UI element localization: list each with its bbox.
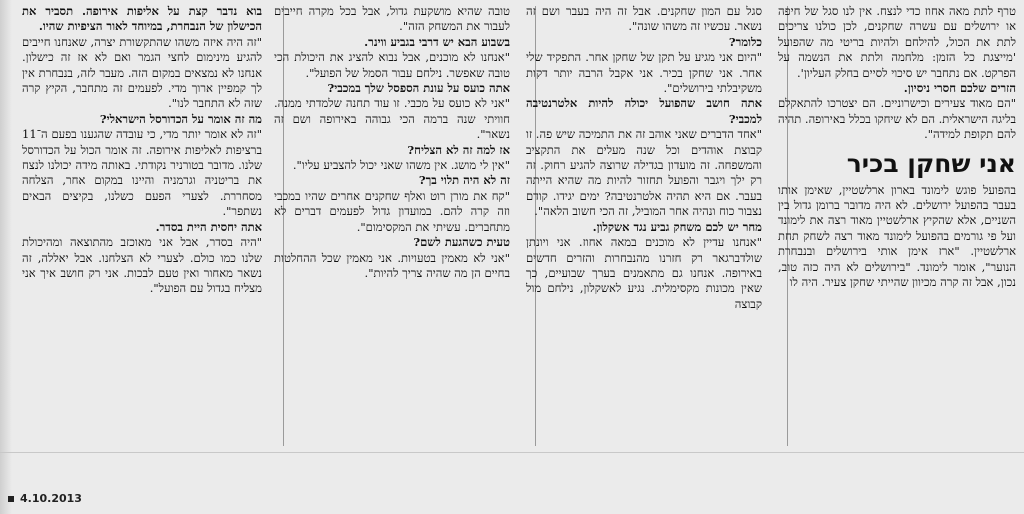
interview-question: בוא נדבר קצת על אליפות אירופה. תסביר את הכישלון של הנבחרת, במיוחד לאור הציפיות שהיו. <box>22 4 262 34</box>
bullet-square-icon <box>8 496 14 502</box>
column-1-top <box>778 4 1016 143</box>
paragraph: "קח את מורן רוט ואלף שחקנים אחרים שהיו במכבי וזה קרה להם. במועדון גדול לפעמים דברים לא מתחברים. עשיתי את המקסימום". <box>274 188 510 234</box>
interview-question: אתה יחסית היית בסדר. <box>155 219 262 234</box>
article-columns <box>12 4 1020 446</box>
interview-question: זה לא היה תלוי בך? <box>418 173 510 188</box>
paragraph: "זה היה איזה משהו שהתקשורת יצרה, שאנחנו חייבים להגיע מינימום לחצי הגמר ואם לא אז זה כישלון. אנחנו לא נמצאים במקום הזה. מעבר לזה, בנבחרת אין לך קמפיין ארוך מדי. לפעמים זה מתחבר, הקיץ קרה שזה לא התחבר לנו". <box>22 34 262 111</box>
interview-question: אתה כועס על עונת הספסל שלך במכבי? <box>327 81 510 96</box>
publication-date: 4.10.2013 <box>20 492 82 505</box>
interview-question: הזרים שלכם חסרי ניסיון. <box>903 81 1016 96</box>
footer-divider <box>0 452 1024 453</box>
paragraph: סגל עם המון שחקנים. אבל זה היה בעבר ושם זה נשאר. עכשיו זה משהו שונה". <box>526 4 762 34</box>
interview-question: טעית כשהגעת לשם? <box>413 235 510 250</box>
scan-edge <box>0 0 12 514</box>
article-column-3 <box>274 4 510 446</box>
paragraph: "אני לא כועס על מכבי. זו עוד תחנה שלמדתי ממנה. חוויתי שנה ברמה הכי גבוהה באירופה ושם זה נשאר". <box>274 96 510 142</box>
paragraph: "אנחנו עדיין לא מוכנים במאה אחוז. אני ויונתן שולדברגאר רק חזרנו מהנבחרות והזרים חדשים באירופה. אנחנו גם מתאמנים בערך שבועיים, כך שאין מכונות מקסימלית. נגיע לאשקלון, נילחם מול קבוצה <box>526 235 762 311</box>
paragraph: "היום אני מגיע על תקן של שחקן אחר. התפקיד שלי אחר. אני שחקן בכיר. אני אקבל הרבה יותר דקות משקיבלתי בירושלים". <box>526 50 762 96</box>
paragraph: "היה בסדר, אבל אני מאוכזב מהתוצאה ומהיכולת שלנו כמו כולם. לצערי לא הצלחנו. אבל יאללה, זה נשאר מאחור ואין טעם לבכות. אני רק חושב איך אני מצליח בגדול עם הפועל". <box>22 235 262 296</box>
column-1-bottom <box>778 183 1016 291</box>
paragraph: "אני לא מאמין בטעויות. אני מאמין שכל ההחלטות בחיים הן מה שהיה צריך להיות". <box>274 250 510 280</box>
paragraph: בהפועל פוגש לימונד בארון ארלשטיין, שאימן אותו בעבר בהפועל ירושלים. לא היה מדובר ברומן גדול בין השניים, אלא שהקיץ ארלשטיין מאוד רצה את לימונד ועל פי גורמים בהפועל לימונד מאוד רצה לשחק תחת ארלשטיין. "ארז אימן אותי בירושלים ובנבחרת הנוער", אומר לימונד. "בירושלים לא היה כזה טוב, נכון, אבל זה קרה מכיוון שהייתי שחקן צעיר. היה לו <box>778 182 1016 290</box>
interview-question: כלומר? <box>728 34 762 49</box>
interview-question: אתה חושב שהפועל יכולה להיות אלטרנטיבה למכבי? <box>526 96 762 126</box>
paragraph: טרף לתת מאה אחוז כדי לנצח. אין לנו סגל של חיפה או ירושלים עם עשרה שחקנים, לכן כולנו צריכים לתת את הכול, להילחם ולהיות בריטי מה שהפועל 'מייצגת כל הזמן: מלחמה ולתת את הנשמה על הפרקט. אם נתחבר יש סיכוי לסיים בחלק העליון'. <box>778 4 1016 80</box>
article-headline: אני שחקן בכיר <box>846 148 1016 178</box>
article-column-1 <box>778 4 1016 446</box>
paragraph: "הם מאוד צעירים וכישרוניים. הם יצטרכו להתאקלם בליגה הישראלית. הם לא שיחקו בכלל באירופה. תהיה להם תקופת למידה". <box>778 96 1016 142</box>
article-column-4 <box>22 4 262 446</box>
interview-question: בשבוע הבא יש דרבי בגביע ווינר. <box>364 34 510 49</box>
interview-question: מחר יש לכם משחק גביע נגד אשקלון. <box>592 219 762 234</box>
paragraph: "אחד הדברים שאני אוהב זה את התמיכה שיש פה. זו קבוצת אוהדים וכל שנה מעלים את התקציב והמשפחה. זה מועדון בגדילה שרוצה להגיע רחוק. זה רק ילך ויגבר והפועל תחזור להיות מה שהיא הייתה בעבר. אם היא תהיה אלטרנטיבה? ימים יגידו. קודם נצבור כוח ונהיה אחר המוביל, זה הכי חשוב הלאה". <box>526 127 762 219</box>
interview-question: אז למה זה לא הצליח? <box>407 142 510 157</box>
interview-question: מה זה אומר על הכדורסל הישראלי? <box>99 111 262 126</box>
paragraph: "אין לי מושג. אין משהו שאני יכול להצביע עליו". <box>292 158 510 173</box>
paragraph: "אנחנו לא מוכנים, אבל נבוא להציג את היכולת הכי טובה שאפשר. נילחם עבור הסמל של הפועל". <box>274 50 510 80</box>
paragraph: טובה שהיא מושקעת גדול, אבל בכל מקרה חייבים לעבור את המשחק הזה". <box>274 4 510 34</box>
page-footer <box>8 492 82 505</box>
paragraph: "זה לא אומר יותר מדי, כי עובדה שהגענו בפעם ה־11 ברציפות לאליפות אירופה. זה אומר הכול על הכדורסל שלנו. מדובר בטורניר נקודתי. באותה מידה יכולנו לנצח את בריטניה וגרמניה והיינו במקום אחר, הצלחה מסחררת. לצערי הפעם כשלנו, בקיצים הבאים נשתפר". <box>22 127 262 219</box>
article-column-2 <box>526 4 762 446</box>
